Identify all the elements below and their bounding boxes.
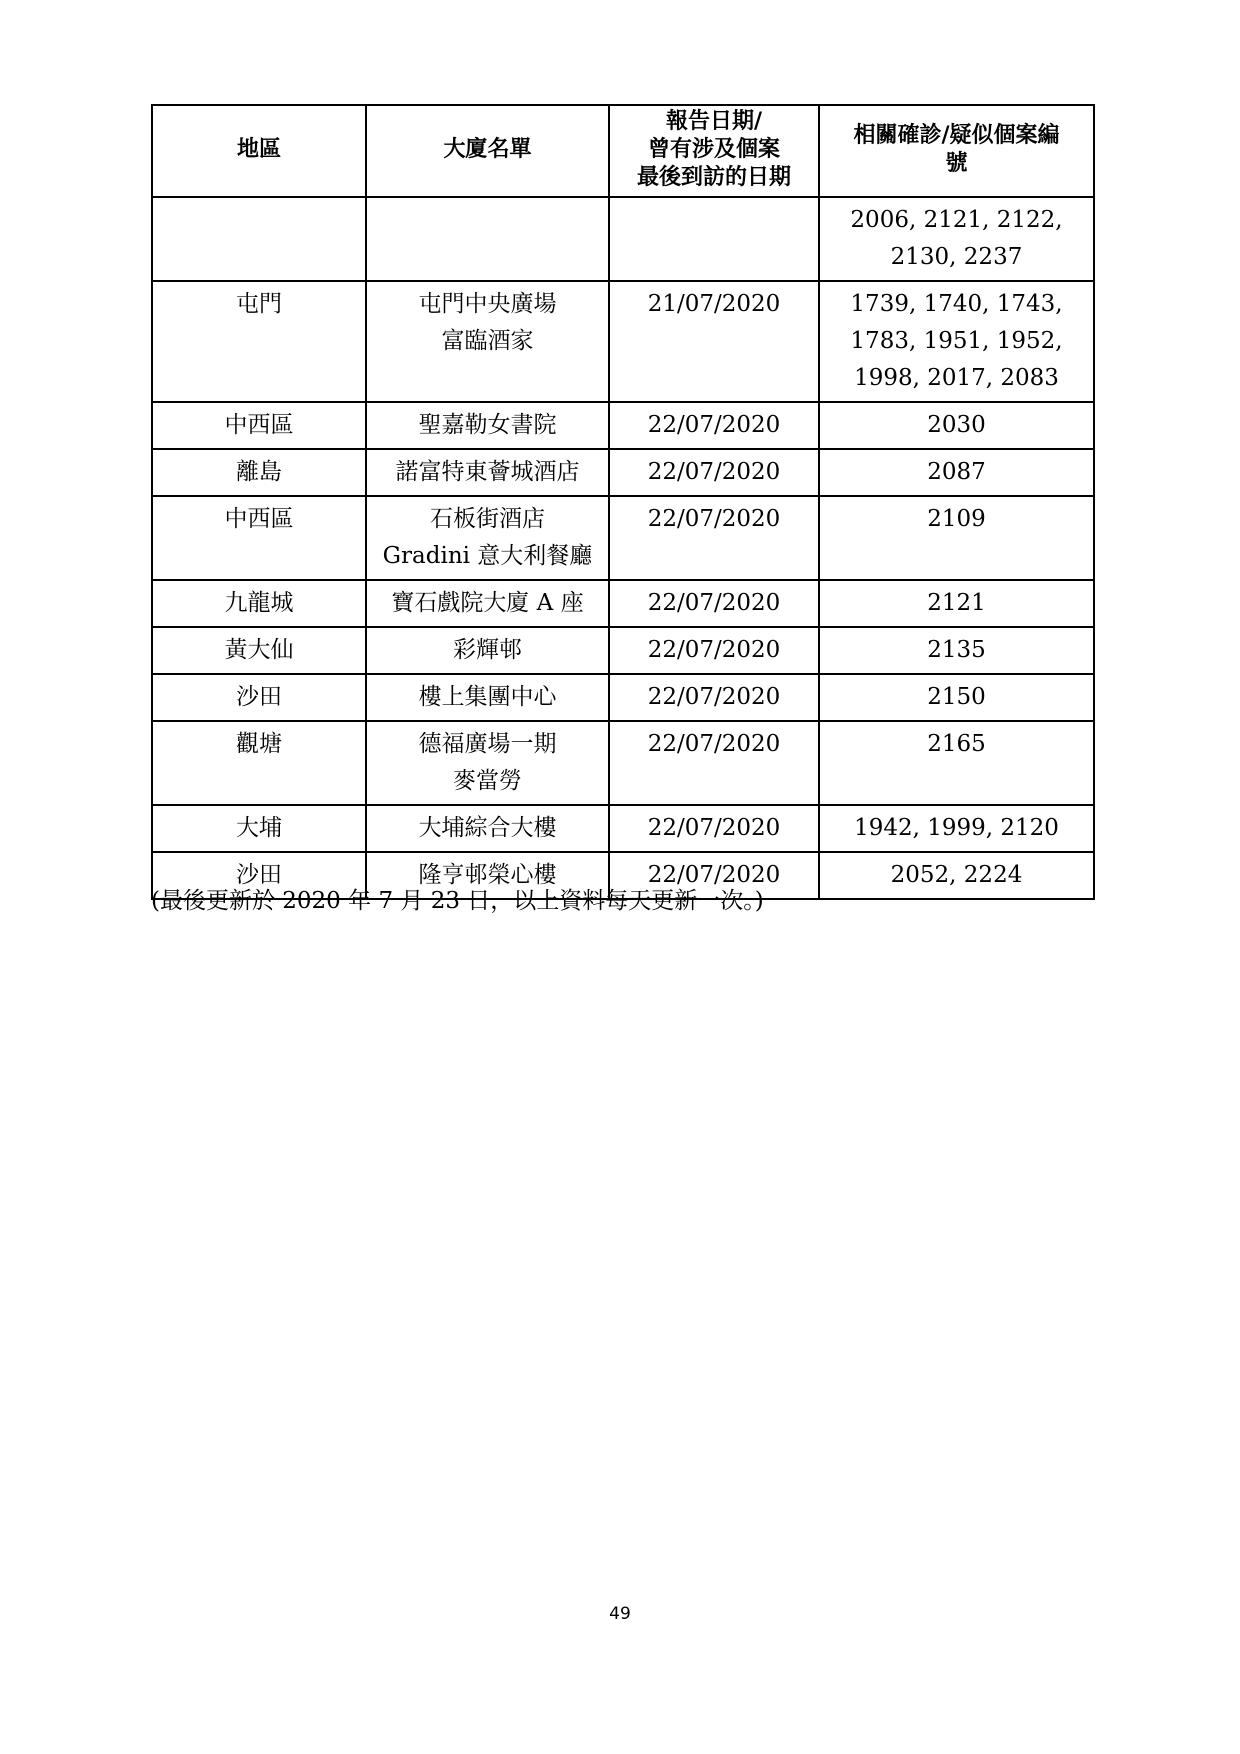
cell-district — [152, 496, 366, 580]
cell-building-line: 大埔綜合大樓 — [418, 815, 557, 841]
cell-cases-line: 2135 — [927, 637, 986, 663]
header-cases — [819, 105, 1094, 197]
page-number: 49 — [609, 1604, 631, 1624]
cell-date — [609, 627, 819, 674]
cell-cases — [819, 449, 1094, 496]
cell-building-line: 彩輝邨 — [453, 637, 522, 663]
header-date-line: 最後到訪的日期 — [636, 165, 791, 190]
cell-building-line: Gradini 意大利餐廳 — [382, 543, 593, 569]
cell-date-line: 22/07/2020 — [647, 684, 781, 710]
cell-cases — [819, 852, 1094, 899]
cell-cases-line: 1942, 1999, 2120 — [854, 815, 1059, 841]
cell-date-line: 22/07/2020 — [647, 731, 781, 757]
cell-district-line: 九龍城 — [224, 590, 294, 616]
cell-date — [609, 674, 819, 721]
cell-building — [366, 580, 609, 627]
cell-district — [152, 674, 366, 721]
cell-building-line: 屯門中央廣場 — [418, 291, 557, 317]
cell-cases-line: 2150 — [927, 684, 986, 710]
cell-building-line: 寶石戲院大廈 A 座 — [391, 590, 584, 616]
cell-building-line: 德福廣場一期 — [418, 731, 557, 757]
cell-date — [609, 496, 819, 580]
cell-district — [152, 805, 366, 852]
cell-cases — [819, 627, 1094, 674]
cell-building-line: 富臨酒家 — [441, 328, 534, 354]
cell-cases-line: 2006, 2121, 2122, — [850, 207, 1063, 233]
cell-building-line: 麥當勞 — [453, 768, 522, 794]
cell-district-line: 中西區 — [224, 412, 294, 438]
cell-district — [152, 627, 366, 674]
cell-cases-line: 1998, 2017, 2083 — [854, 365, 1059, 391]
cell-building — [366, 721, 609, 805]
cell-cases — [819, 674, 1094, 721]
cell-building — [366, 281, 609, 402]
cell-date — [609, 805, 819, 852]
cell-building — [366, 674, 609, 721]
cell-cases — [819, 721, 1094, 805]
cell-cases-line: 1783, 1951, 1952, — [850, 328, 1063, 354]
table-row — [152, 402, 1094, 449]
cell-building-line: 石板街酒店 — [430, 506, 545, 532]
cell-cases — [819, 402, 1094, 449]
cell-district-line: 屯門 — [236, 291, 282, 317]
table-row — [152, 674, 1094, 721]
cell-date — [609, 449, 819, 496]
cell-cases — [819, 805, 1094, 852]
cell-district-line: 黃大仙 — [224, 637, 294, 663]
cell-date-line: 22/07/2020 — [647, 506, 781, 532]
cell-building — [366, 449, 609, 496]
cell-building — [366, 197, 609, 281]
table-row — [152, 281, 1094, 402]
cell-district-line: 沙田 — [236, 684, 282, 710]
cell-district-line: 離島 — [236, 459, 282, 485]
cell-district — [152, 449, 366, 496]
cell-cases — [819, 580, 1094, 627]
cell-cases-line: 2130, 2237 — [890, 244, 1023, 270]
cell-building — [366, 805, 609, 852]
cell-cases — [819, 197, 1094, 281]
cell-district — [152, 721, 366, 805]
cell-date-line: 22/07/2020 — [647, 815, 781, 841]
header-district: 地區 — [152, 105, 366, 197]
table-body — [152, 197, 1094, 899]
cell-district — [152, 402, 366, 449]
header-date-line: 報告日期/ — [665, 109, 763, 134]
cell-cases-line: 2030 — [927, 412, 986, 438]
cell-building-line: 隆亨邨榮心樓 — [418, 862, 557, 888]
cell-district-line: 大埔 — [236, 815, 282, 841]
table-row — [152, 805, 1094, 852]
table-row — [152, 496, 1094, 580]
cell-district — [152, 580, 366, 627]
cell-building — [366, 402, 609, 449]
cell-cases-line: 1739, 1740, 1743, — [850, 291, 1063, 317]
building-list-table — [151, 104, 1095, 900]
cell-building-line: 諾富特東薈城酒店 — [395, 459, 580, 485]
cell-date — [609, 197, 819, 281]
cell-cases-line: 2165 — [927, 731, 986, 757]
cell-date — [609, 402, 819, 449]
cell-date-line: 21/07/2020 — [647, 291, 781, 317]
cell-district-line: 觀塘 — [236, 731, 282, 757]
cell-date — [609, 580, 819, 627]
cell-date-line: 22/07/2020 — [647, 412, 781, 438]
cell-building — [366, 496, 609, 580]
cell-cases — [819, 496, 1094, 580]
header-building: 大廈名單 — [366, 105, 609, 197]
cell-date-line: 22/07/2020 — [647, 862, 781, 888]
cell-building-line: 聖嘉勒女書院 — [418, 412, 557, 438]
table-row — [152, 721, 1094, 805]
cell-district-line: 沙田 — [236, 862, 282, 888]
table-row — [152, 197, 1094, 281]
cell-cases-line: 2052, 2224 — [890, 862, 1023, 888]
header-cases-line: 號 — [945, 151, 968, 176]
cell-date-line: 22/07/2020 — [647, 459, 781, 485]
cell-cases — [819, 281, 1094, 402]
header-cases-line: 相關確診/疑似個案編 — [853, 123, 1060, 148]
cell-date-line: 22/07/2020 — [647, 637, 781, 663]
cell-date — [609, 721, 819, 805]
cell-district — [152, 197, 366, 281]
update-footnote: (最後更新於 2020 年 7 月 23 日，以上資料每天更新一次。) — [151, 888, 764, 914]
cell-date — [609, 281, 819, 402]
cell-cases-line: 2121 — [927, 590, 986, 616]
cell-cases-line: 2109 — [927, 506, 986, 532]
header-date-line: 曾有涉及個案 — [647, 137, 780, 162]
header-date — [609, 105, 819, 197]
table-row — [152, 449, 1094, 496]
table-row — [152, 580, 1094, 627]
cell-cases-line: 2087 — [927, 459, 986, 485]
table-row — [152, 627, 1094, 674]
cell-building-line: 樓上集團中心 — [418, 684, 557, 710]
cell-date-line: 22/07/2020 — [647, 590, 781, 616]
cell-district-line: 中西區 — [224, 506, 294, 532]
cell-building — [366, 627, 609, 674]
cell-district — [152, 281, 366, 402]
table-header-row — [152, 105, 1094, 197]
